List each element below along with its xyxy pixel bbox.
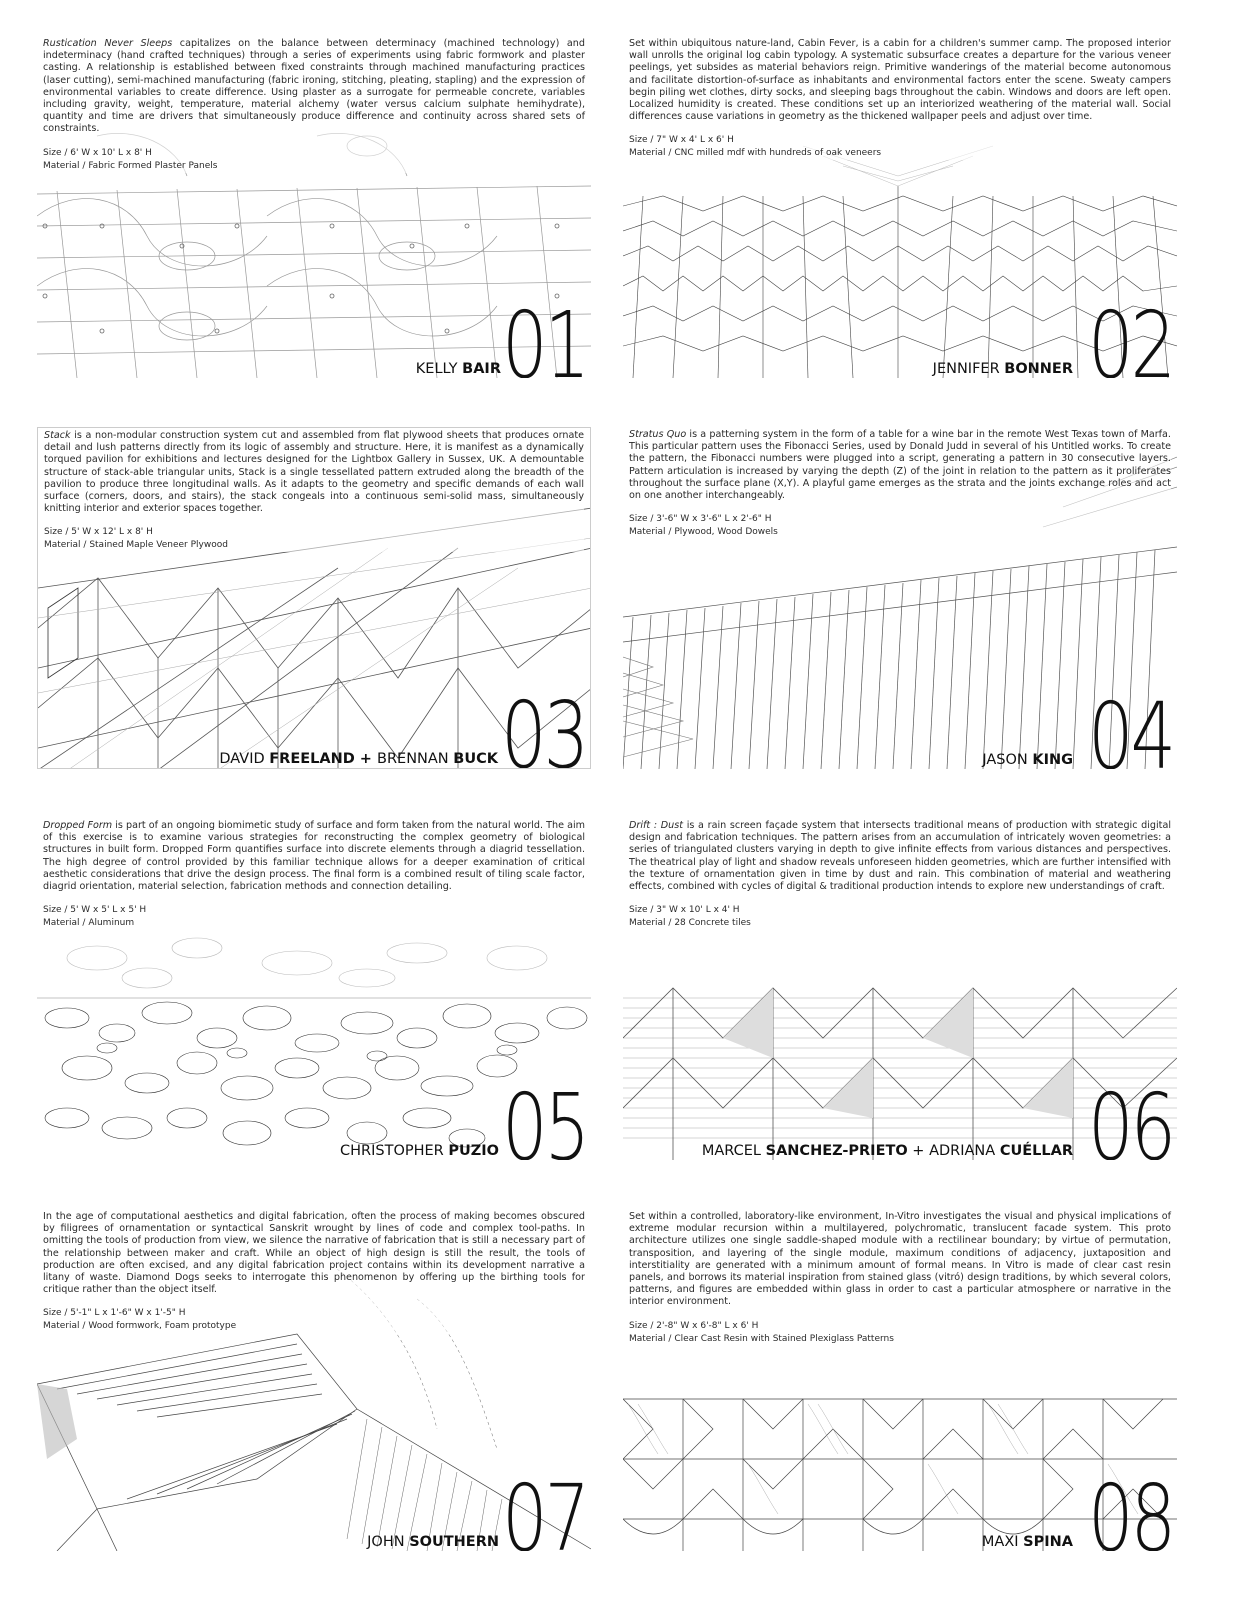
author-last-name: SANCHEZ-PRIETO [765,1143,908,1159]
author-last-name-2: BUCK [453,751,498,767]
author-first-name-2: BRENNAN [377,751,454,767]
project-number: 02 [1087,292,1173,378]
author-last-name: PUZIO [448,1143,499,1159]
author-credit [219,750,498,768]
author-credit [982,751,1073,769]
size-spec: Size / 5' W x 12' L x 8' H [44,527,153,538]
project-panel-07 [37,1209,591,1551]
project-title: Dropped Form [43,820,113,831]
description-text: is a patterning system in the form of a table for a wine bar in the remote West Texas town of Marfa. This particular pattern uses the Fibonacci Series, used by Donald Judd in several of his Untitled works. To create the pattern, the Fibonacci numbers were plugged into a script, generating a pattern in 30 consecutive layers. Pattern articulation is increased by varying the depth (Z) of the joint in relation to the pattern as it proliferates throughout the surface plane (X,Y). A playful game emerges as the strata and the joints exchange roles and act on one another interchangeably. [629,429,1171,502]
project-description [44,430,584,552]
project-description [629,429,1171,539]
material-spec: Material / Wood formwork, Foam prototype [43,1321,237,1332]
author-credit [416,360,501,378]
author-last-name: SPINA [1023,1534,1073,1550]
project-specs [43,147,585,173]
project-specs [629,513,1171,539]
description-text: Set within ubiquitous nature-land, Cabin Fever, is a cabin for a children's summer camp. The proposed interior wall unrolls the original log cabin typology. A systematic subsurface creates a departure for the various veneer peelings, yet subsides as material behaviors reign. Primitive wanderings of the material become autonomous and facilitate distortion-of-surface as inhabitants and environmental factors enter the scene. Sweaty campers begin piling wet clothes, dirty socks, and sleeping bags throughout the cabin. Windows and doors are left open. Localized humidity is created. These conditions set up an interiorized weathering of the material wall. Social differences cause variations in geometry as the thickened wallpaper peels and adjust over time. [629,38,1171,123]
project-specs [44,526,584,552]
size-spec: Size / 2'-8" W x 6'-8" L x 6' H [629,1320,759,1331]
project-number: 06 [1087,1074,1173,1160]
author-last-name: BONNER [1004,361,1073,377]
project-description [629,820,1171,930]
project-number: 05 [501,1074,587,1160]
size-spec: Size / 5' W x 5' L x 5' H [43,905,147,916]
project-description [43,38,585,173]
project-panel-04 [623,427,1177,769]
author-first-name-2: + ADRIANA [907,1143,1000,1159]
size-spec: Size / 7" W x 4' L x 6' H [629,135,734,146]
author-first-name: MARCEL [701,1143,766,1159]
project-title: Rustication Never Sleeps [43,38,173,49]
material-spec: Material / 28 Concrete tiles [629,918,751,929]
project-description [43,820,585,930]
project-number: 03 [500,682,586,769]
author-first-name: CHRISTOPHER [340,1143,449,1159]
project-panel-05 [37,818,591,1160]
project-number: 07 [501,1465,587,1551]
project-panel-01 [37,36,591,378]
project-panel-02 [623,36,1177,378]
author-credit [933,360,1073,378]
project-panel-06 [623,818,1177,1160]
author-first-name: MAXI [981,1534,1024,1550]
project-title: Stack [44,430,71,441]
description-text: Set within a controlled, laboratory-like environment, In-Vitro investigates the visual and physical implications of extreme modular recursion within a multilayered, polychromatic, translucent facade system. This proto architecture utilizes one single saddle-shaped module with a rectilinear boundary; by virtue of permutation, transposition, and layering of the single module, maximum conditions of adjacency, juxtaposition and interstitiality are generated with a minimum amount of formal means. In Vitro is made of clear cast resin panels, and borrows its material inspiration from stained glass (vitró) design traditions, by which several colors, patterns, and figures are embedded within glass in order to cast a particular atmosphere or narrative in the interior environment. [629,1211,1171,1308]
material-spec: Material / Stained Maple Veneer Plywood [44,540,228,551]
description-text: is part of an ongoing biomimetic study of surface and form taken from the natural world. The aim of this exercise is to examine various strategies for reconstructing the complex geometry of biological structures in built form. Dropped Form quantifies surface into discrete elements through a diagrid tessellation. The high degree of control provided by this familiar technique allows for a deeper examination of critical aesthetic considerations that drive the design process. The final form is a combined result of tiling scale factor, diagrid orientation, material selection, fabrication methods and connection detailing. [43,820,585,893]
description-text: capitalizes on the balance between determinacy (machined technology) and indeterminacy (hand crafted techniques) through a series of experiments using fabric formwork and plaster casting. A relationship is established between fixed constraints through machined manufacturing practices (laser cutting), semi-machined manufacturing (fabric ironing, stitching, pleating, stapling) and the expression of environmental variables to create difference. Using plaster as a surrogate for permeable concrete, variables including gravity, weight, temperature, material alchemy (water versus calcium sulphate hemihydrate), quantity and time are drivers that simultaneously produce difference and continuity across shared sets of constraints. [43,38,585,135]
author-last-name: KING [1032,752,1073,768]
project-specs [629,904,1171,930]
project-panel-03 [37,427,591,769]
project-description [43,1211,585,1333]
author-last-name: SOUTHERN [409,1534,499,1550]
author-first-name: KELLY [415,361,463,377]
material-spec: Material / CNC milled mdf with hundreds of oak veneers [629,148,882,159]
project-title: Drift : Dust [629,820,683,831]
author-last-name-2: CUÉLLAR [999,1143,1073,1159]
project-specs [43,904,585,930]
author-credit [982,1533,1073,1551]
project-number: 04 [1087,683,1173,769]
author-credit [367,1533,499,1551]
author-first-name: DAVID [219,751,270,767]
description-text: is a rain screen façade system that intersects traditional means of production with strategic digital design and fabrication techniques. The pattern arises from an accumulation of intricately woven geometries: a series of triangulated clusters varying in depth to give infinite effects from various distances and perspectives. The theatrical play of light and shadow reveals unforeseen hidden geometries, which are further intensified with the texture of ornamentation given in time by dust and rain. This combination of material and weathering effects, combined with cycles of digital & traditional production intends to explore new understandings of craft. [629,820,1171,893]
project-specs [43,1307,585,1333]
material-spec: Material / Clear Cast Resin with Stained Plexiglass Patterns [629,1333,894,1344]
size-spec: Size / 3" W x 10' L x 4' H [629,905,740,916]
author-last-name: BAIR [462,361,501,377]
author-first-name: JENNIFER [932,361,1005,377]
project-title: Stratus Quo [629,429,687,440]
author-credit [702,1142,1073,1160]
material-spec: Material / Fabric Formed Plaster Panels [43,160,218,171]
project-number: 01 [501,292,587,378]
size-spec: Size / 3'-6" W x 3'-6" L x 2'-6" H [629,514,772,525]
description-text: In the age of computational aesthetics and digital fabrication, often the process of making becomes obscured by filigrees of ornamentation or syntactical Sanskrit wrought by lines of code and complex tool-paths. In omitting the tools of production from view, we silence the narrative of fabrication that is still a necessary part of the relationship between maker and craft. While an object of high design is still the result, the tools of production are often excised, and any digital fabrication project contains within its development narrative a litany of waste. Diamond Dogs seeks to interrogate this phenomenon by offering up the birthing tools for critique rather than the object itself. [43,1211,585,1296]
size-spec: Size / 6' W x 10' L x 8' H [43,147,152,158]
project-specs [629,134,1171,160]
author-last-name: FREELAND + [269,751,378,767]
project-specs [629,1320,1171,1346]
description-text: is a non-modular construction system cut and assembled from flat plywood sheets that produces ornate detail and lush patterns directly from its logic of assembly and structure. Here, it is manifest as a dynamically torqued pavilion for exhibitions and lectures designed for the Lightbox Gallery in Sussex, UK. A demountable structure of stack-able triangular units, Stack is a single tessellated pattern extruded along the breadth of the pavilion to produce three longitudinal walls. As it adapts to the geometry and specific demands of each wall surface (corners, doors, and stairs), the stack congeals into a continuous semi-solid mass, simultaneously knitting interior and exterior spaces together. [44,430,584,515]
project-number: 08 [1087,1465,1173,1551]
material-spec: Material / Aluminum [43,918,135,929]
author-credit [340,1142,499,1160]
size-spec: Size / 5'-1" L x 1'-6" W x 1'-5" H [43,1308,186,1319]
project-description [629,38,1171,160]
project-panel-08 [623,1209,1177,1551]
author-first-name: JOHN [367,1534,410,1550]
author-first-name: JASON [982,752,1033,768]
project-description [629,1211,1171,1346]
material-spec: Material / Plywood, Wood Dowels [629,527,778,538]
